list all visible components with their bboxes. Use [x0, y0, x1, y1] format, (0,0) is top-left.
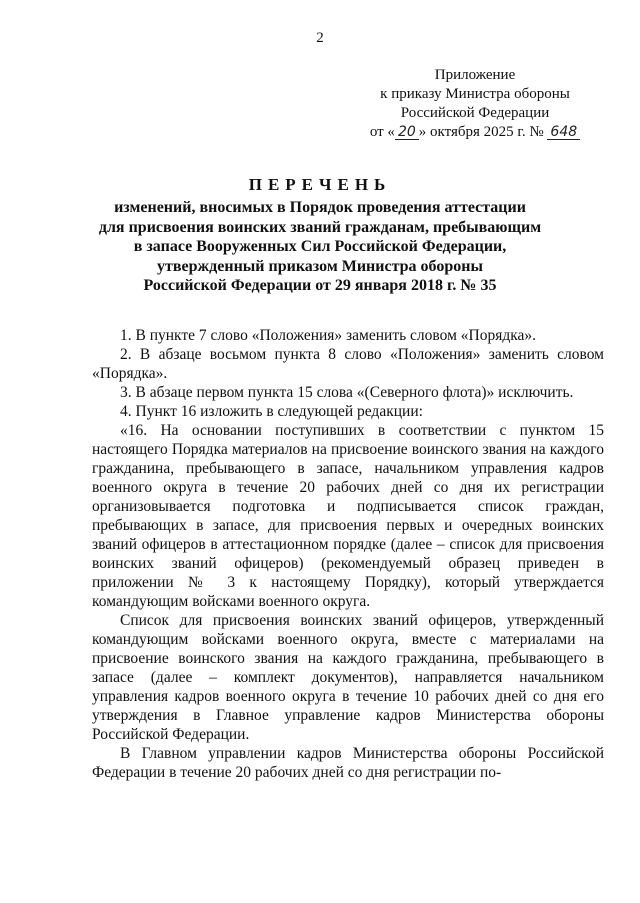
subtitle-line: для присвоения воинских званий гражданам, пребывающим: [98, 218, 542, 236]
date-month-year: » октября 2025 г. №: [418, 124, 544, 140]
page-number: 2: [316, 30, 324, 46]
paragraph-3: 3. В абзаце первом пункта 15 слова «(Северного флота)» исключить.: [120, 384, 574, 401]
paragraph-6: Список для присвоения воинских званий офицеров, утвержденный командующим войсками военного округа, вместе с материалами на присвоение воинского звания на каждого гражданина, пребывающего в запасе (далее – комплект документов), направляется начальником управления кадров военного округа в течение 10 рабочих дней со дня его утверждения в Главное управление кадров Министерства обороны Российской Федерации.: [92, 612, 604, 743]
paragraph-2: 2. В абзаце восьмом пункта 8 слово «Положения» заменить словом «Порядка».: [92, 346, 604, 382]
appendix-block: [340, 66, 610, 142]
paragraph-1: 1. В пункте 7 слово «Положения» заменить словом «Порядка».: [120, 327, 537, 344]
paragraph-7: В Главном управлении кадров Министерства обороны Российской Федерации в течение 20 рабочих дней со дня регистрации по-: [92, 745, 604, 781]
document-title: ПЕРЕЧЕНЬ: [248, 175, 392, 194]
handwritten-day: 20: [395, 125, 419, 140]
appendix-country: Российской Федерации: [400, 105, 550, 121]
document-body: [92, 326, 604, 782]
subtitle-line: Российской Федерации от 29 января 2018 г. № 35: [143, 277, 497, 294]
handwritten-order-number: 648: [547, 125, 580, 140]
appendix-date-line: [340, 123, 610, 142]
appendix-order-ref: к приказу Министра обороны: [380, 86, 570, 102]
appendix-label: Приложение: [434, 67, 516, 83]
subtitle-line: в запасе Вооруженных Сил Российской Федерации,: [133, 238, 507, 255]
date-prefix: от «: [369, 124, 395, 140]
paragraph-5-quote: «16. На основании поступивших в соответствии с пунктом 15 настоящего Порядка материалов на присвоение воинского звания на каждого гражданина, пребывающего в запасе, начальником управления кадров военного округа в течение 20 рабочих дней со дня их регистрации организовывается подготовка и подписывается список граждан, пребывающих в запасе, для присвоения первых и очередных воинских званий офицеров в аттестационном порядке (далее – список для присвоения воинских званий офицеров) (рекомендуемый образец приведен в приложении № 3 к настоящему Порядку), который утверждается командующим войсками военного округа.: [92, 422, 604, 610]
paragraph-4: 4. Пункт 16 изложить в следующей редакции:: [120, 403, 423, 420]
document-subtitle: [60, 198, 580, 296]
subtitle-line: утвержденный приказом Министра обороны: [157, 257, 483, 275]
subtitle-line: изменений, вносимых в Порядок проведения аттестации: [114, 199, 526, 216]
